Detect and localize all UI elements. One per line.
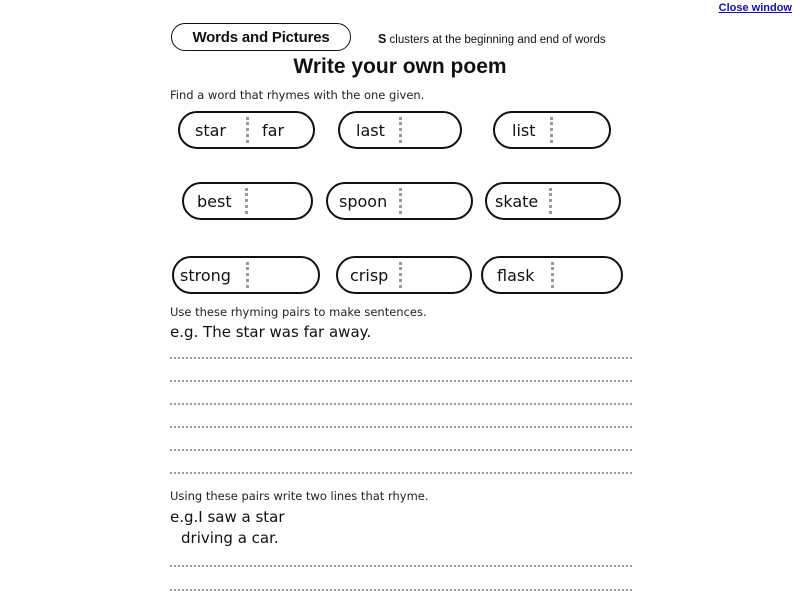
- rhyme-pair-box: [338, 111, 462, 149]
- rhyme-pair-box: [336, 256, 472, 294]
- pair-divider: [399, 262, 402, 288]
- given-word: spoon: [339, 191, 388, 211]
- given-word: skate: [495, 191, 539, 211]
- writing-line[interactable]: [170, 403, 632, 405]
- rhyme-pair-box: [481, 256, 623, 294]
- pair-divider: [399, 188, 402, 214]
- given-word: best: [197, 191, 232, 211]
- given-word: last: [356, 120, 385, 140]
- subtitle-lead: S: [378, 32, 387, 46]
- given-word: strong: [180, 265, 231, 285]
- subtitle-text: clusters at the beginning and end of words: [386, 34, 606, 46]
- sentence-example: e.g. The star was far away.: [170, 323, 372, 341]
- rhyme-example-line-2: driving a car.: [181, 529, 279, 547]
- rhyme-pair-box: [485, 182, 621, 220]
- pair-divider: [245, 188, 248, 214]
- close-window-link[interactable]: Close window: [718, 2, 792, 14]
- rhyme-pair-box: [326, 182, 473, 220]
- pair-divider: [246, 262, 249, 288]
- series-badge: Words and Pictures: [171, 23, 351, 51]
- given-word: flask: [497, 265, 535, 285]
- rhyme-pair-box: [182, 182, 313, 220]
- pair-divider: [551, 262, 554, 288]
- given-word: crisp: [350, 265, 389, 285]
- sentence-instruction: Use these rhyming pairs to make sentences.: [170, 305, 427, 319]
- rhyme-pair-box: [178, 111, 315, 149]
- pair-divider: [246, 117, 249, 143]
- writing-line[interactable]: [170, 357, 632, 359]
- page-subtitle: [378, 32, 606, 46]
- writing-line[interactable]: [170, 449, 632, 451]
- writing-line[interactable]: [170, 472, 632, 474]
- writing-line[interactable]: [170, 426, 632, 428]
- pair-divider: [549, 188, 552, 214]
- pair-divider: [399, 117, 402, 143]
- writing-line[interactable]: [170, 565, 632, 567]
- pair-divider: [550, 117, 553, 143]
- rhyme-lines-instruction: Using these pairs write two lines that rhyme.: [170, 489, 429, 503]
- given-word: list: [512, 120, 536, 140]
- rhyme-example-line-1: e.g.I saw a star: [170, 508, 285, 526]
- given-word: star: [195, 120, 226, 140]
- writing-line[interactable]: [170, 380, 632, 382]
- rhyme-instruction: Find a word that rhymes with the one given.: [170, 88, 425, 102]
- rhyme-pair-box: [172, 256, 320, 294]
- rhyme-pair-box: [493, 111, 611, 149]
- answer-field[interactable]: far: [262, 120, 285, 140]
- writing-line[interactable]: [170, 589, 632, 591]
- page-title: Write your own poem: [293, 55, 507, 78]
